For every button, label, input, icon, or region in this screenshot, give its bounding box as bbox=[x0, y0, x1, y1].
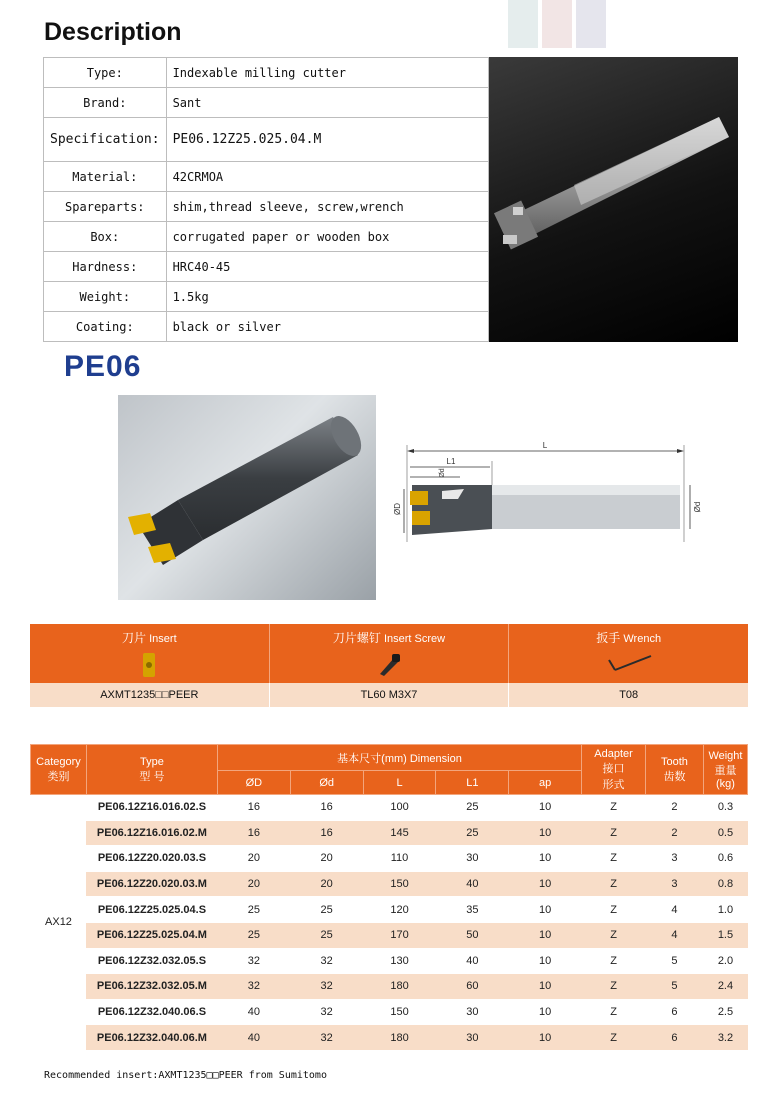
subheader-d: Ød bbox=[290, 771, 363, 795]
l-cell: 170 bbox=[363, 922, 436, 948]
l1-cell: 30 bbox=[436, 999, 509, 1025]
screw-icon bbox=[376, 652, 402, 678]
tooth-cell: 4 bbox=[646, 897, 704, 923]
l1-cell: 60 bbox=[436, 974, 509, 1000]
l-cell: 150 bbox=[363, 871, 436, 897]
adapter-cell: Z bbox=[582, 820, 646, 846]
header-type-en: Type bbox=[140, 755, 164, 768]
l-cell: 110 bbox=[363, 846, 436, 872]
d-cell: 32 bbox=[217, 948, 290, 974]
type-cell: PE06.12Z25.025.04.M bbox=[86, 922, 217, 948]
tooth-cell: 6 bbox=[646, 999, 704, 1025]
adapter-cell: Z bbox=[582, 948, 646, 974]
spec-value: Indexable milling cutter bbox=[166, 58, 488, 88]
screw-value: TL60 M3X7 bbox=[270, 683, 510, 707]
header-en: Insert Screw bbox=[383, 633, 446, 645]
table-row bbox=[31, 1025, 748, 1051]
type-cell: PE06.12Z32.040.06.M bbox=[86, 1025, 217, 1051]
header-adapter-en: Adapter bbox=[594, 747, 633, 760]
model-title: PE06 bbox=[64, 350, 142, 383]
d-cell: 25 bbox=[217, 897, 290, 923]
spec-row bbox=[44, 312, 489, 342]
spec-row bbox=[44, 192, 489, 222]
tooth-cell: 3 bbox=[646, 871, 704, 897]
l1-cell: 25 bbox=[436, 820, 509, 846]
subheader-ap: ap bbox=[509, 771, 582, 795]
adapter-cell: Z bbox=[582, 871, 646, 897]
header-type-zh: 型 号 bbox=[139, 770, 165, 783]
adapter-cell: Z bbox=[582, 846, 646, 872]
parts-table bbox=[30, 624, 748, 707]
l-cell: 100 bbox=[363, 795, 436, 821]
tooth-cell: 4 bbox=[646, 922, 704, 948]
type-cell: PE06.12Z16.016.02.M bbox=[86, 820, 217, 846]
d-cell: 40 bbox=[217, 1025, 290, 1051]
table-row bbox=[31, 922, 748, 948]
d-cell: 25 bbox=[290, 922, 363, 948]
d-cell: 20 bbox=[217, 871, 290, 897]
header-category-zh: 类别 bbox=[47, 770, 70, 783]
d-cell: 32 bbox=[290, 999, 363, 1025]
spec-value: shim,thread sleeve, screw,wrench bbox=[166, 192, 488, 222]
l-cell: 120 bbox=[363, 897, 436, 923]
header-weight bbox=[703, 745, 747, 795]
header-category bbox=[31, 745, 87, 795]
d-cell: 16 bbox=[217, 795, 290, 821]
dim-d-small-label: Ød bbox=[439, 468, 446, 478]
d-cell: 32 bbox=[290, 948, 363, 974]
spec-row bbox=[44, 118, 489, 162]
adapter-cell: Z bbox=[582, 897, 646, 923]
ap-cell: 10 bbox=[509, 1025, 582, 1051]
l-cell: 180 bbox=[363, 1025, 436, 1051]
adapter-cell: Z bbox=[582, 974, 646, 1000]
tooth-cell: 2 bbox=[646, 795, 704, 821]
spec-table bbox=[43, 57, 489, 342]
l-cell: 130 bbox=[363, 948, 436, 974]
adapter-cell: Z bbox=[582, 922, 646, 948]
tooth-cell: 5 bbox=[646, 974, 704, 1000]
spec-row bbox=[44, 252, 489, 282]
d-cell: 20 bbox=[217, 846, 290, 872]
header-weight-en: Weight bbox=[708, 749, 743, 762]
header-dimension: 基本尺寸(mm) Dimension bbox=[217, 745, 581, 771]
dim-L1-label: L1 bbox=[446, 457, 456, 466]
tooth-cell: 3 bbox=[646, 846, 704, 872]
header-tooth-zh: 齿数 bbox=[663, 770, 686, 783]
spec-row bbox=[44, 88, 489, 118]
l1-cell: 25 bbox=[436, 795, 509, 821]
d-cell: 16 bbox=[217, 820, 290, 846]
header-adapter-zh1: 接口 bbox=[602, 762, 625, 775]
spec-key: Box: bbox=[44, 222, 167, 252]
subheader-L: L bbox=[363, 771, 436, 795]
d-cell: 32 bbox=[290, 1025, 363, 1051]
parts-header-insert bbox=[30, 624, 270, 683]
weight-cell: 0.8 bbox=[703, 871, 747, 897]
l1-cell: 40 bbox=[436, 871, 509, 897]
l-cell: 150 bbox=[363, 999, 436, 1025]
adapter-cell: Z bbox=[582, 999, 646, 1025]
type-cell: PE06.12Z32.032.05.S bbox=[86, 948, 217, 974]
header-type bbox=[86, 745, 217, 795]
d-cell: 25 bbox=[217, 922, 290, 948]
adapter-cell: Z bbox=[582, 795, 646, 821]
table-row bbox=[31, 820, 748, 846]
type-cell: PE06.12Z32.032.05.M bbox=[86, 974, 217, 1000]
insert-icon bbox=[141, 652, 157, 678]
ap-cell: 10 bbox=[509, 871, 582, 897]
d-cell: 20 bbox=[290, 871, 363, 897]
table-row bbox=[31, 974, 748, 1000]
parts-header-screw bbox=[270, 624, 510, 683]
dim-L-label: L bbox=[542, 441, 548, 450]
spec-key: Material: bbox=[44, 162, 167, 192]
subheader-D: ØD bbox=[217, 771, 290, 795]
table-row bbox=[31, 897, 748, 923]
header-en: Wrench bbox=[623, 633, 662, 645]
spec-value: Sant bbox=[166, 88, 488, 118]
spec-key: Type: bbox=[44, 58, 167, 88]
spec-value: 1.5kg bbox=[166, 282, 488, 312]
description-title: Description bbox=[44, 18, 182, 46]
spec-value: black or silver bbox=[166, 312, 488, 342]
spec-key: Spareparts: bbox=[44, 192, 167, 222]
wrench-value: T08 bbox=[619, 689, 639, 701]
dim-D-label: ØD bbox=[393, 503, 402, 515]
table-row bbox=[31, 999, 748, 1025]
tooth-cell: 6 bbox=[646, 1025, 704, 1051]
l1-cell: 40 bbox=[436, 948, 509, 974]
technical-drawing bbox=[382, 437, 720, 542]
ap-cell: 10 bbox=[509, 974, 582, 1000]
d-cell: 40 bbox=[217, 999, 290, 1025]
type-cell: PE06.12Z16.016.02.S bbox=[86, 795, 217, 821]
type-cell: PE06.12Z20.020.03.M bbox=[86, 871, 217, 897]
table-row bbox=[31, 846, 748, 872]
ap-cell: 10 bbox=[509, 820, 582, 846]
header-adapter-zh2: 形式 bbox=[602, 778, 625, 791]
spec-value: corrugated paper or wooden box bbox=[166, 222, 488, 252]
weight-cell: 3.2 bbox=[703, 1025, 747, 1051]
watermark-logo bbox=[500, 0, 612, 50]
wrench-icon bbox=[605, 652, 653, 678]
d-cell: 32 bbox=[290, 974, 363, 1000]
header-tooth bbox=[646, 745, 704, 795]
tooth-cell: 5 bbox=[646, 948, 704, 974]
d-cell: 25 bbox=[290, 897, 363, 923]
header-zh: 刀片螺钉 bbox=[332, 631, 381, 645]
header-zh: 扳手 bbox=[596, 631, 621, 645]
header-category-en: Category bbox=[36, 755, 81, 768]
spec-row bbox=[44, 222, 489, 252]
d-cell: 32 bbox=[217, 974, 290, 1000]
table-row bbox=[31, 948, 748, 974]
spec-value: 42CRMOA bbox=[166, 162, 488, 192]
spec-key: Specification: bbox=[44, 118, 167, 162]
weight-cell: 0.5 bbox=[703, 820, 747, 846]
l1-cell: 35 bbox=[436, 897, 509, 923]
weight-cell: 1.0 bbox=[703, 897, 747, 923]
subheader-L1: L1 bbox=[436, 771, 509, 795]
weight-cell: 2.5 bbox=[703, 999, 747, 1025]
weight-cell: 2.0 bbox=[703, 948, 747, 974]
spec-value: PE06.12Z25.025.04.M bbox=[166, 118, 488, 162]
header-adapter bbox=[582, 745, 646, 795]
spec-key: Weight: bbox=[44, 282, 167, 312]
l1-cell: 30 bbox=[436, 1025, 509, 1051]
tooth-cell: 2 bbox=[646, 820, 704, 846]
spec-value: HRC40-45 bbox=[166, 252, 488, 282]
type-cell: PE06.12Z25.025.04.S bbox=[86, 897, 217, 923]
ap-cell: 10 bbox=[509, 999, 582, 1025]
spec-row bbox=[44, 58, 489, 88]
dimension-table bbox=[30, 744, 748, 1051]
header-weight-unit: (kg) bbox=[715, 777, 735, 790]
table-row bbox=[31, 795, 748, 821]
ap-cell: 10 bbox=[509, 846, 582, 872]
table-row bbox=[31, 871, 748, 897]
weight-cell: 0.3 bbox=[703, 795, 747, 821]
footnote: Recommended insert:AXMT1235□□PEER from Sumitomo bbox=[44, 1070, 327, 1081]
header-tooth-en: Tooth bbox=[661, 755, 688, 768]
weight-cell: 2.4 bbox=[703, 974, 747, 1000]
l-cell: 180 bbox=[363, 974, 436, 1000]
ap-cell: 10 bbox=[509, 948, 582, 974]
l-cell: 145 bbox=[363, 820, 436, 846]
insert-value: AXMT1235□□PEER bbox=[30, 683, 270, 707]
ap-cell: 10 bbox=[509, 922, 582, 948]
header-weight-zh: 重量 bbox=[714, 764, 737, 777]
weight-cell: 1.5 bbox=[703, 922, 747, 948]
dim-d-label: Ød bbox=[693, 501, 702, 513]
product-render bbox=[118, 395, 376, 600]
product-photo bbox=[489, 57, 738, 342]
l1-cell: 50 bbox=[436, 922, 509, 948]
type-cell: PE06.12Z20.020.03.S bbox=[86, 846, 217, 872]
category-cell: AX12 bbox=[31, 795, 87, 1051]
spec-key: Brand: bbox=[44, 88, 167, 118]
spec-key: Hardness: bbox=[44, 252, 167, 282]
d-cell: 20 bbox=[290, 846, 363, 872]
spec-row bbox=[44, 282, 489, 312]
header-en: Insert bbox=[149, 633, 177, 645]
l1-cell: 30 bbox=[436, 846, 509, 872]
ap-cell: 10 bbox=[509, 795, 582, 821]
d-cell: 16 bbox=[290, 795, 363, 821]
adapter-cell: Z bbox=[582, 1025, 646, 1051]
ap-cell: 10 bbox=[509, 897, 582, 923]
spec-key: Coating: bbox=[44, 312, 167, 342]
type-cell: PE06.12Z32.040.06.S bbox=[86, 999, 217, 1025]
spec-row bbox=[44, 162, 489, 192]
header-zh: 刀片 bbox=[122, 631, 147, 645]
d-cell: 16 bbox=[290, 820, 363, 846]
weight-cell: 0.6 bbox=[703, 846, 747, 872]
parts-header-wrench bbox=[509, 624, 748, 683]
